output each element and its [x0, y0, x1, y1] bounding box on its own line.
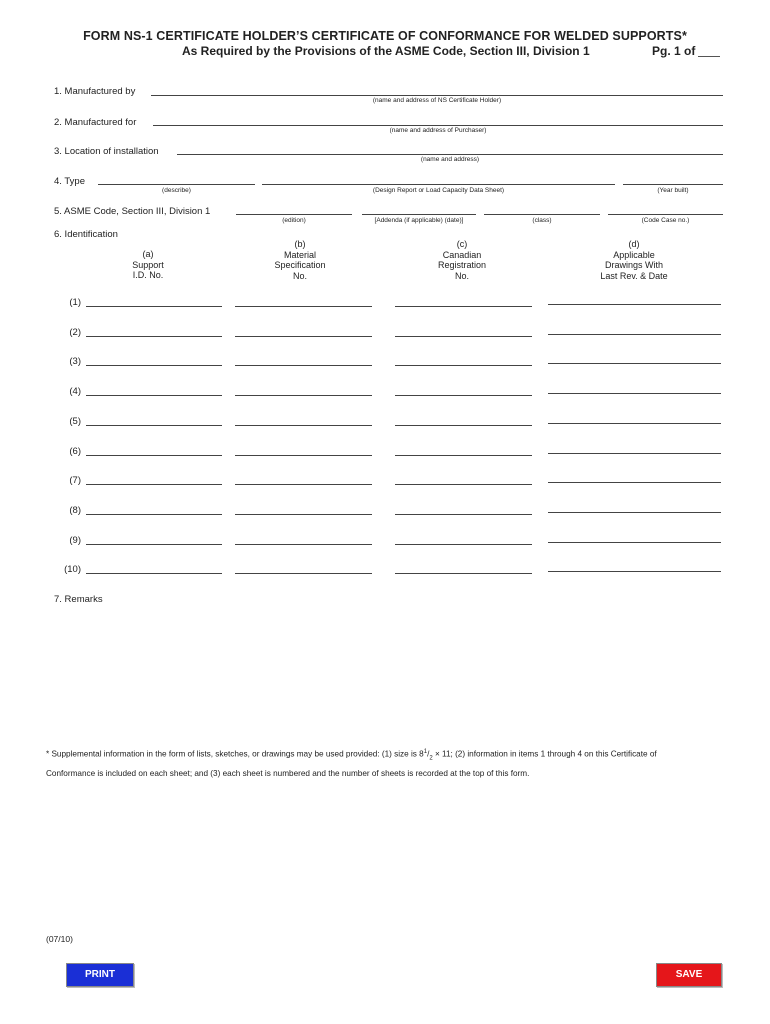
row-field-a[interactable] — [86, 573, 222, 574]
row-number: (1) — [69, 297, 81, 308]
row-field-c[interactable] — [395, 336, 532, 337]
row-number: (7) — [69, 475, 81, 486]
row-field-b[interactable] — [235, 336, 372, 337]
column-a-header: (a) Support I.D. No. — [132, 249, 164, 280]
type-design-caption: (Design Report or Load Capacity Data Sheet) — [372, 187, 505, 194]
row-field-a[interactable] — [86, 395, 222, 396]
row-field-c[interactable] — [395, 455, 532, 456]
row-field-a[interactable] — [86, 484, 222, 485]
row-field-a[interactable] — [86, 455, 222, 456]
row-field-a[interactable] — [86, 544, 222, 545]
row-field-d[interactable] — [548, 571, 721, 572]
row-field-a[interactable] — [86, 336, 222, 337]
asme-addenda-caption: [Addenda (if applicable) (date)] — [374, 217, 464, 224]
asme-class-field[interactable] — [484, 214, 600, 215]
asme-codecase-field[interactable] — [608, 214, 723, 215]
row-field-d[interactable] — [548, 482, 721, 483]
row-field-b[interactable] — [235, 514, 372, 515]
asme-class-caption: (class) — [532, 217, 552, 224]
row-field-b[interactable] — [235, 306, 372, 307]
row-number: (2) — [69, 327, 81, 338]
row-field-c[interactable] — [395, 306, 532, 307]
location-label: 3. Location of installation — [54, 146, 159, 157]
row-field-c[interactable] — [395, 514, 532, 515]
row-field-d[interactable] — [548, 542, 721, 543]
asme-edition-caption: (edition) — [282, 217, 306, 224]
row-number: (3) — [69, 356, 81, 367]
type-describe-field[interactable] — [98, 184, 255, 185]
manufactured-by-label: 1. Manufactured by — [54, 86, 136, 97]
row-field-b[interactable] — [235, 395, 372, 396]
save-button[interactable]: SAVE — [656, 963, 722, 987]
type-year-field[interactable] — [623, 184, 723, 185]
row-field-d[interactable] — [548, 304, 721, 305]
row-field-a[interactable] — [86, 365, 222, 366]
column-b-header: (b) Material Specification No. — [274, 239, 326, 281]
row-number: (10) — [64, 564, 81, 575]
row-field-b[interactable] — [235, 365, 372, 366]
asme-addenda-field[interactable] — [362, 214, 476, 215]
row-field-d[interactable] — [548, 363, 721, 364]
row-number: (4) — [69, 386, 81, 397]
row-number: (6) — [69, 446, 81, 457]
row-field-d[interactable] — [548, 334, 721, 335]
row-number: (5) — [69, 416, 81, 427]
row-field-c[interactable] — [395, 365, 532, 366]
manufactured-by-field[interactable] — [151, 95, 723, 96]
manufactured-for-caption: (name and address of Purchaser) — [389, 127, 487, 134]
row-field-a[interactable] — [86, 306, 222, 307]
row-field-d[interactable] — [548, 453, 721, 454]
row-number: (8) — [69, 505, 81, 516]
type-design-field[interactable] — [262, 184, 615, 185]
remarks-label: 7. Remarks — [54, 594, 103, 605]
type-label: 4. Type — [54, 176, 85, 187]
column-d-header: (d) Applicable Drawings With Last Rev. & Date — [600, 239, 668, 281]
asme-codecase-caption: (Code Case no.) — [641, 217, 690, 224]
revision-date: (07/10) — [46, 934, 73, 944]
row-field-c[interactable] — [395, 544, 532, 545]
row-field-d[interactable] — [548, 393, 721, 394]
row-field-c[interactable] — [395, 395, 532, 396]
row-field-b[interactable] — [235, 544, 372, 545]
row-field-d[interactable] — [548, 423, 721, 424]
manufactured-for-label: 2. Manufactured for — [54, 117, 137, 128]
row-field-a[interactable] — [86, 514, 222, 515]
print-button[interactable]: PRINT — [66, 963, 134, 987]
row-field-b[interactable] — [235, 425, 372, 426]
footnote: * Supplemental information in the form of lists, sketches, or drawings may be used provided: (1) size is $8^1/_2 \times 11$; (2) information in items 1 through 4 on this Certificate of Conformance is included on each sheet; and (3) each sheet is numbered and the number of sheets is recorded at the top of this form. — [46, 749, 657, 779]
row-field-b[interactable] — [235, 455, 372, 456]
manufactured-by-caption: (name and address of NS Certificate Holder) — [372, 97, 502, 104]
manufactured-for-field[interactable] — [153, 125, 723, 126]
form-title: FORM NS-1 CERTIFICATE HOLDER’S CERTIFICATE OF CONFORMANCE FOR WELDED SUPPORTS* — [83, 29, 687, 43]
row-field-b[interactable] — [235, 484, 372, 485]
type-describe-caption: (describe) — [162, 187, 191, 194]
row-field-c[interactable] — [395, 484, 532, 485]
row-field-c[interactable] — [395, 425, 532, 426]
row-number: (9) — [69, 535, 81, 546]
asme-edition-field[interactable] — [236, 214, 352, 215]
page-indicator: Pg. 1 of — [652, 44, 696, 58]
row-field-a[interactable] — [86, 425, 222, 426]
row-field-d[interactable] — [548, 512, 721, 513]
type-year-caption: (Year built) — [657, 187, 689, 194]
asme-label: 5. ASME Code, Section III, Division 1 — [54, 206, 211, 217]
page-count-field[interactable] — [698, 56, 720, 57]
row-field-c[interactable] — [395, 573, 532, 574]
location-caption: (name and address) — [420, 156, 480, 163]
row-field-b[interactable] — [235, 573, 372, 574]
identification-label: 6. Identification — [54, 229, 118, 240]
column-c-header: (c) Canadian Registration No. — [437, 239, 487, 281]
location-field[interactable] — [177, 154, 723, 155]
form-subtitle: As Required by the Provisions of the ASME Code, Section III, Division 1 — [182, 44, 590, 58]
